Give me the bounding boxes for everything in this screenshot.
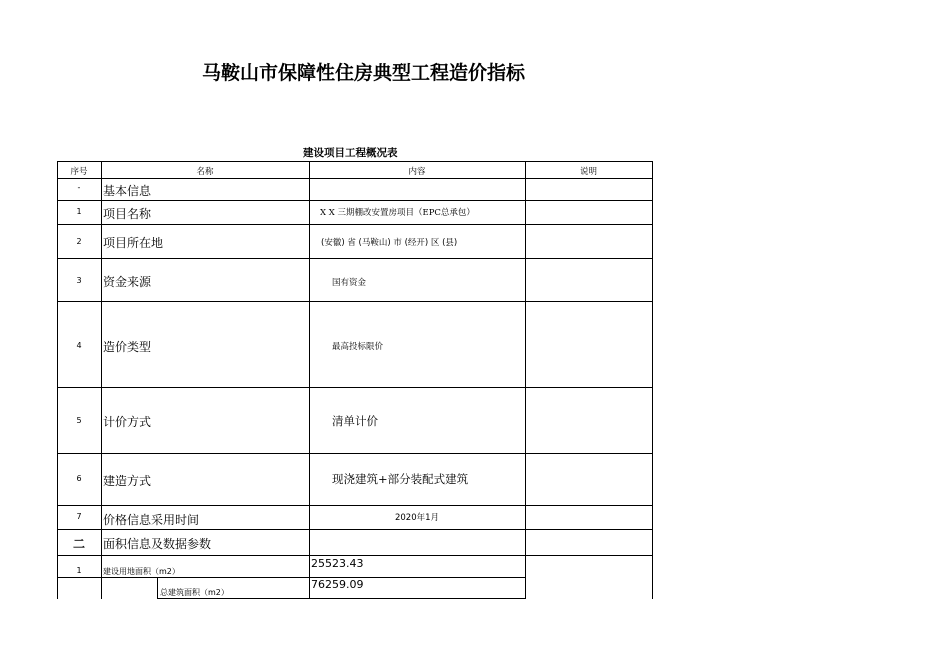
row-name: 建设用地面积（m2） [103, 567, 180, 576]
header-note: 说明 [579, 167, 597, 177]
row-name: 价格信息采用时间 [103, 513, 200, 527]
row-content: 25523.43 [311, 557, 364, 570]
row-content: 清单计价 [332, 414, 378, 428]
row-seq: 2 [76, 237, 82, 246]
row-seq: 6 [76, 474, 82, 483]
row-content: 国有资金 [332, 278, 367, 288]
header-name: 名称 [196, 167, 214, 177]
row-name: 基本信息 [103, 184, 152, 198]
row-name: 项目所在地 [103, 236, 164, 250]
header-seq: 序号 [70, 167, 88, 177]
row-seq: 5 [76, 416, 82, 425]
row-name: 总建筑面积（m2） [160, 588, 229, 597]
row-seq: 1 [76, 566, 82, 575]
row-seq: 4 [76, 341, 82, 350]
row-content: 最高投标限价 [332, 342, 384, 352]
row-name: 建造方式 [103, 474, 152, 488]
row-name: 计价方式 [103, 415, 152, 429]
table-title: 建设项目工程概况表 [303, 147, 398, 159]
row-seq: 二 [72, 537, 85, 551]
page-title: 马鞍山市保障性住房典型工程造价指标 [202, 62, 526, 84]
row-content: X X 三期棚改安置房项目（EPC总承包） [320, 208, 475, 218]
row-content: (安徽) 省 (马鞍山) 市 (经开) 区 (县) [321, 238, 458, 248]
row-content: 2020年1月 [394, 513, 440, 523]
row-seq: 7 [76, 512, 82, 521]
row-seq: 3 [76, 276, 82, 285]
row-content: 现浇建筑+部分装配式建筑 [332, 472, 469, 486]
header-content: 内容 [408, 167, 426, 177]
row-name: 造价类型 [103, 340, 152, 354]
row-seq: - [77, 183, 81, 192]
row-name: 面积信息及数据参数 [103, 537, 212, 551]
row-name: 项目名称 [103, 207, 152, 221]
row-seq: 1 [76, 207, 82, 216]
row-name: 资金来源 [103, 275, 152, 289]
row-content: 76259.09 [311, 578, 364, 591]
